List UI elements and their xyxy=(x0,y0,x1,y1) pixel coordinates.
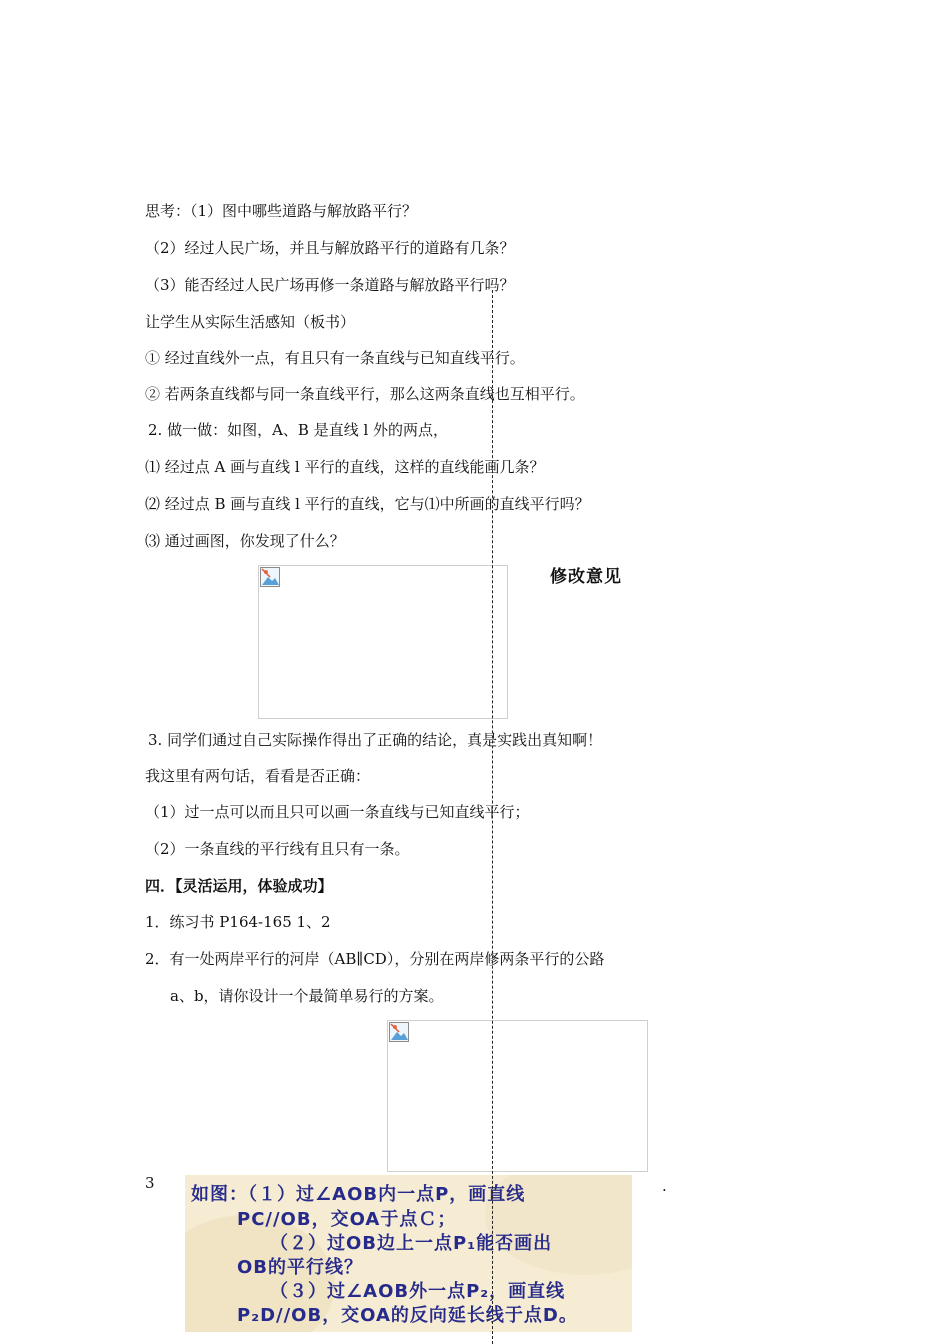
paragraph-3: 3. 同学们通过自己实际操作得出了正确的结论，真是实践出真知啊！ xyxy=(148,731,603,749)
question-2: （2）经过人民广场，并且与解放路平行的道路有几条？ xyxy=(145,239,515,257)
banner-line-4: OB的平行线？ xyxy=(237,1257,364,1278)
rule-2: ② 若两条直线都与同一条直线平行，那么这两条直线也互相平行。 xyxy=(145,385,585,403)
exercise-2-continued: a、b，请你设计一个最简单易行的方案。 xyxy=(170,987,444,1005)
paragraph-3-continued: 我这里有两句话，看看是否正确： xyxy=(145,767,371,785)
stray-dot: . xyxy=(662,1177,667,1195)
banner-line-5: （３）过∠AOB外一点P₂，画直线 xyxy=(270,1281,566,1302)
broken-image-icon xyxy=(388,1021,410,1043)
activity-item-1: ⑴ 经过点 A 画与直线 l 平行的直线，这样的直线能画几条？ xyxy=(145,458,545,476)
banner-line-3: （２）过OB边上一点P₁能否画出 xyxy=(270,1233,553,1254)
perception-note: 让学生从实际生活感知（板书） xyxy=(145,313,356,331)
figure-placeholder-2 xyxy=(387,1020,648,1172)
exercise-2: 2．有一处两岸平行的河岸（AB∥CD），分别在两岸修两条平行的公路 xyxy=(145,950,605,968)
question-intro: 思考：（1）图中哪些道路与解放路平行？ xyxy=(145,202,418,220)
column-divider xyxy=(492,290,493,1344)
section-4-heading: 四．【灵活运用，体验成功】 xyxy=(145,877,333,895)
activity-item-3: ⑶ 通过画图，你发现了什么？ xyxy=(145,532,345,550)
banner-line-6: P₂D//OB，交OA的反向延长线于点D。 xyxy=(237,1305,578,1326)
rule-1: ① 经过直线外一点，有且只有一条直线与已知直线平行。 xyxy=(145,349,525,367)
activity-item-2: ⑵ 经过点 B 画与直线 l 平行的直线，它与⑴中所画的直线平行吗？ xyxy=(145,495,590,513)
question-3: （3）能否经过人民广场再修一条道路与解放路平行吗？ xyxy=(145,276,515,294)
figure-placeholder-1 xyxy=(258,565,508,719)
banner-line-2: PC//OB，交OA于点Ｃ； xyxy=(237,1209,457,1230)
broken-image-icon xyxy=(259,566,281,588)
statement-2: （2）一条直线的平行线有且只有一条。 xyxy=(145,840,410,858)
activity-heading: 2. 做一做：如图，A、B 是直线 l 外的两点， xyxy=(148,421,449,439)
statement-1: （1）过一点可以而且只可以画一条直线与已知直线平行； xyxy=(145,803,530,821)
exercise-3-image xyxy=(185,1175,632,1332)
exercise-3-number: 3 xyxy=(145,1174,155,1192)
revision-notes-heading: 修改意见 xyxy=(550,567,622,587)
banner-line-1: 如图：（１）过∠AOB内一点P，画直线 xyxy=(191,1184,526,1205)
exercise-1: 1．练习书 P164-165 1、2 xyxy=(145,913,331,931)
